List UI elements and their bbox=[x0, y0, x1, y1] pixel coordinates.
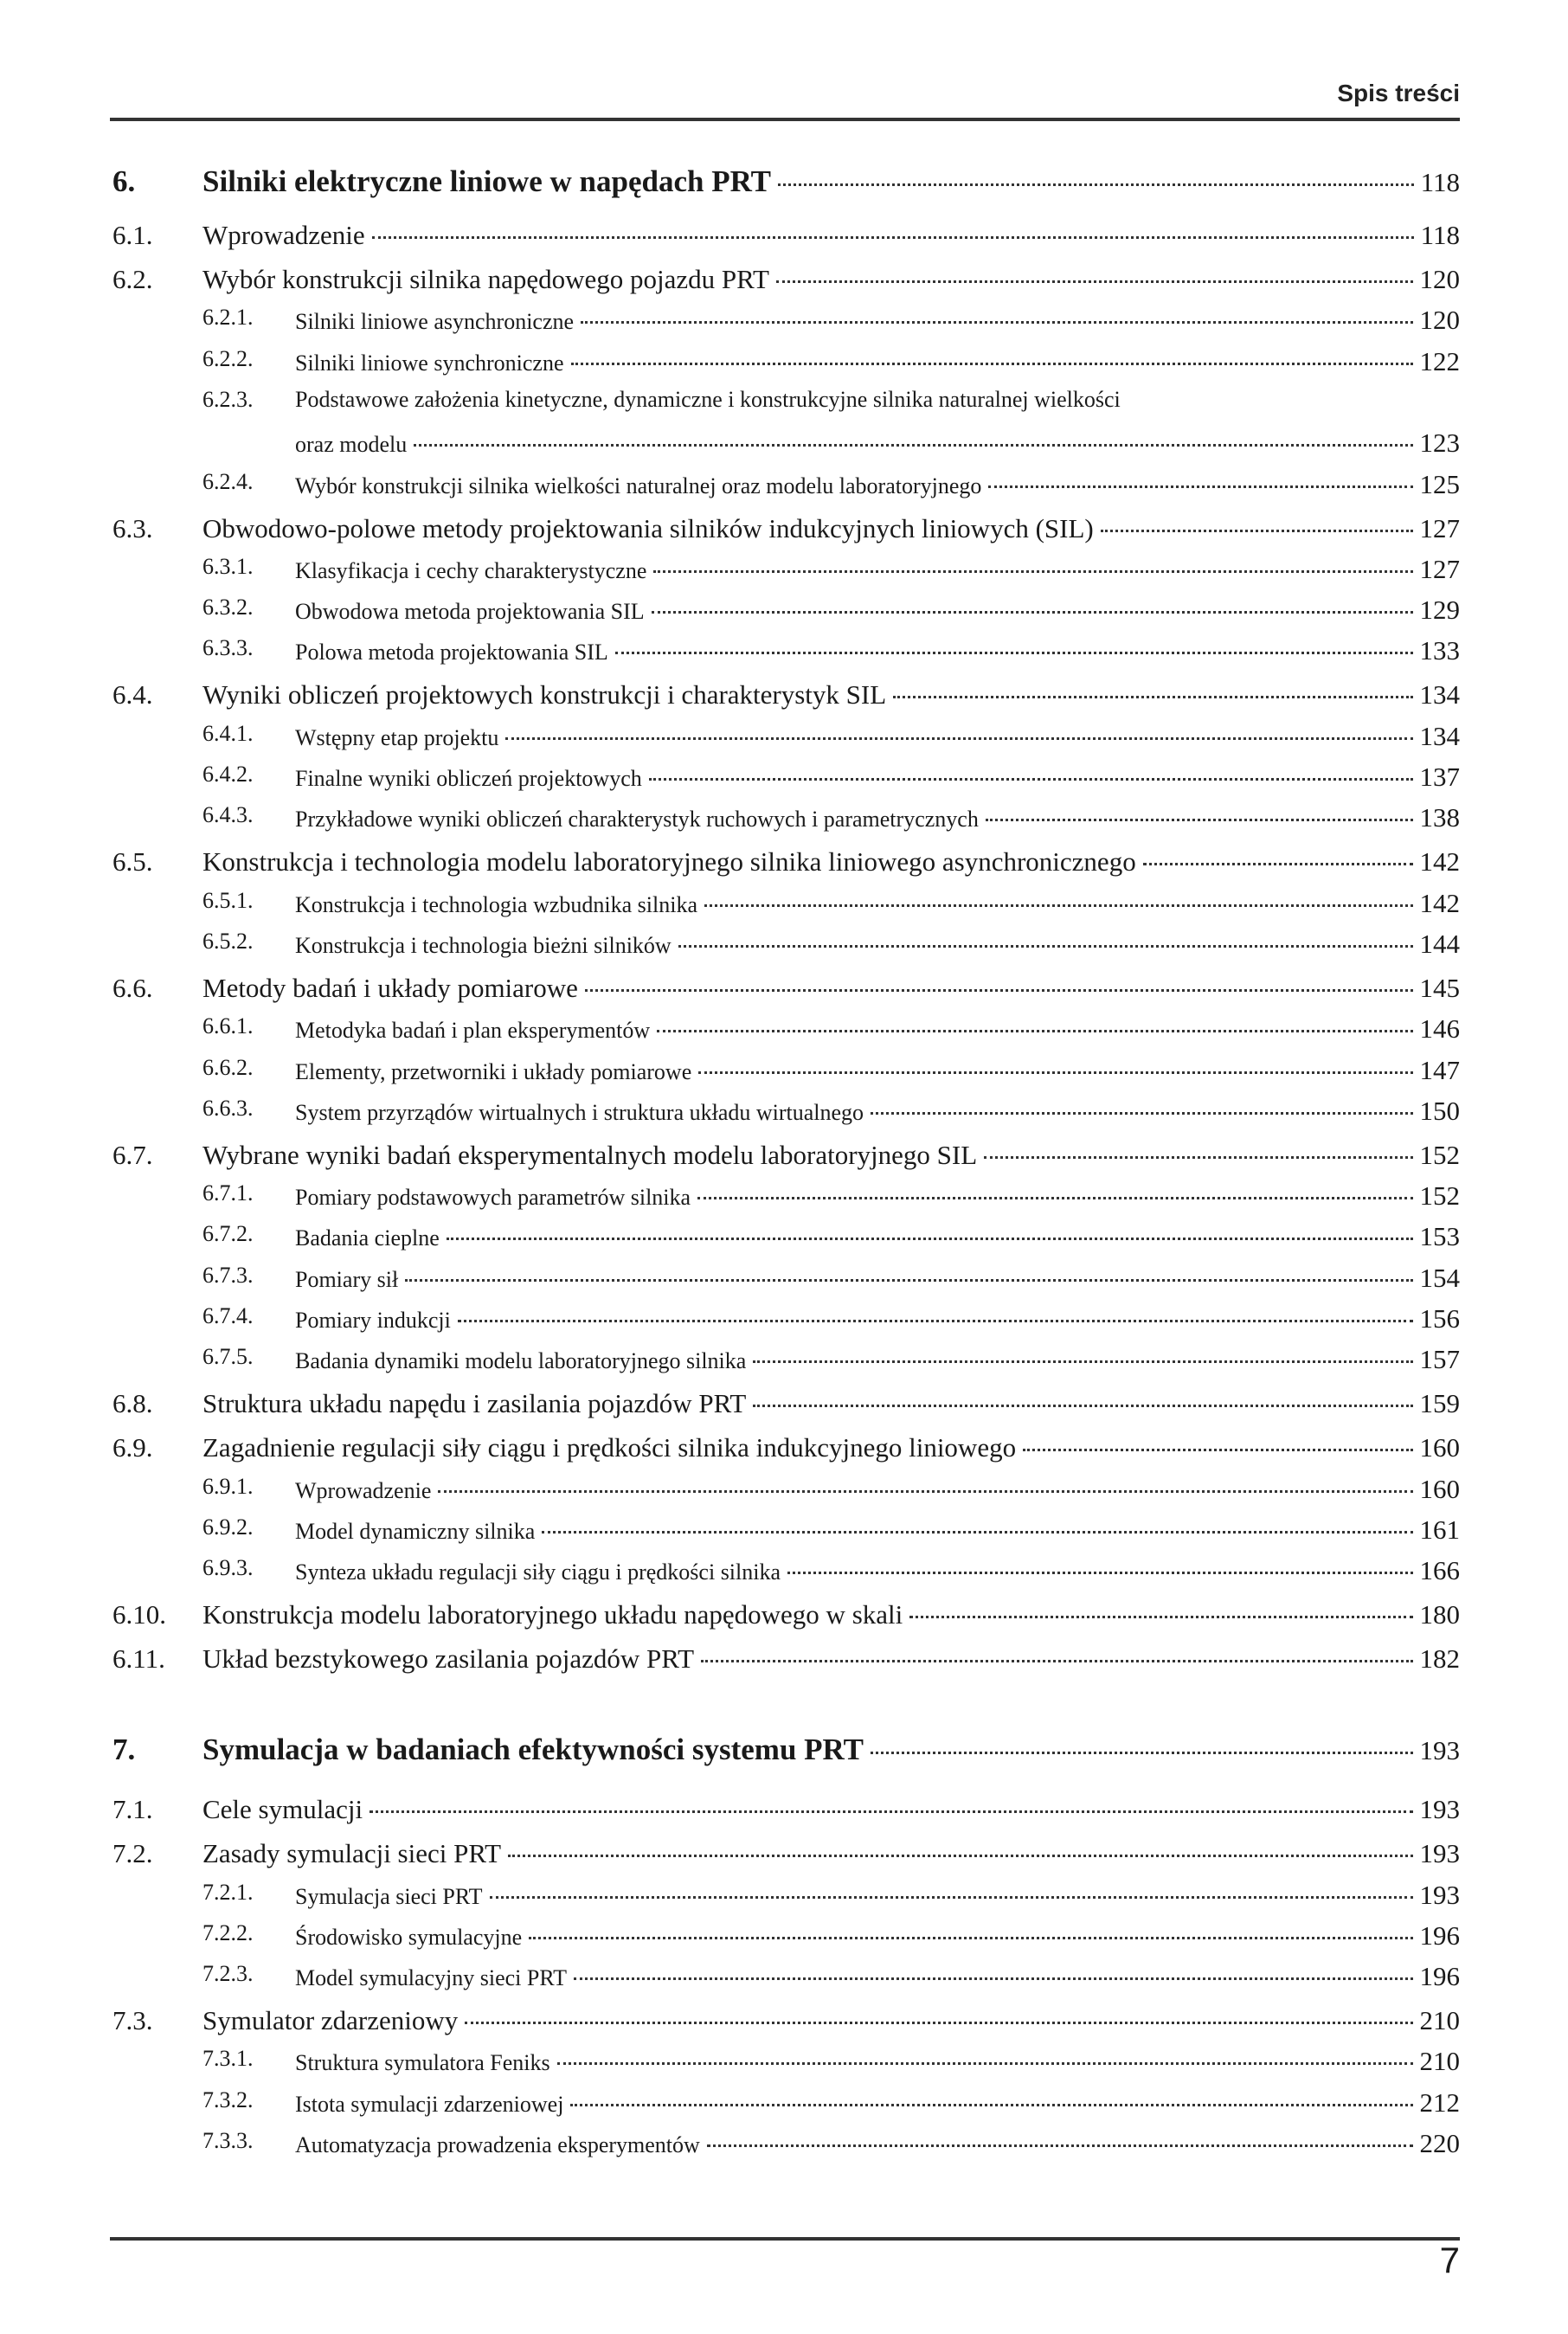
dot-leader bbox=[542, 1531, 1412, 1533]
entry-number: 6.3.3. bbox=[202, 635, 254, 661]
entry-title: Cele symulacji bbox=[202, 1794, 363, 1825]
dot-leader bbox=[787, 1572, 1412, 1574]
toc-entry[interactable] bbox=[112, 1221, 1460, 1252]
entry-page: 157 bbox=[1419, 1344, 1460, 1375]
entry-number: 6.11. bbox=[112, 1643, 165, 1675]
dot-leader bbox=[778, 183, 1414, 186]
entry-title: Badania dynamiki modelu laboratoryjnego silnika bbox=[295, 1348, 747, 1374]
entry-title: Wybór konstrukcji silnika napędowego pojazdu PRT bbox=[202, 264, 769, 294]
entry-number: 7.2.3. bbox=[202, 1961, 254, 1987]
toc-entry[interactable] bbox=[112, 513, 1460, 544]
dot-leader bbox=[678, 945, 1413, 948]
entry-title: Metodyka badań i plan eksperymentów bbox=[295, 1018, 651, 1044]
entry-page: 180 bbox=[1419, 1599, 1460, 1630]
page-number: 7 bbox=[1439, 2240, 1460, 2280]
entry-page: 129 bbox=[1419, 595, 1460, 626]
entry-title: Wybrane wyniki badań eksperymentalnych modelu laboratoryjnego SIL bbox=[202, 1139, 978, 1170]
entry-page: 161 bbox=[1419, 1514, 1460, 1545]
entry-page: 138 bbox=[1419, 802, 1460, 833]
entry-number: 6.5.1. bbox=[202, 887, 254, 913]
entry-number: 6.7.2. bbox=[202, 1221, 254, 1247]
entry-page: 193 bbox=[1419, 1794, 1460, 1825]
entry-title: Wyniki obliczeń projektowych konstrukcji i charakterystyk SIL bbox=[202, 679, 887, 710]
entry-page: 212 bbox=[1419, 2086, 1460, 2118]
toc-entry[interactable] bbox=[112, 1599, 1460, 1630]
toc-entry[interactable] bbox=[112, 973, 1460, 1004]
entry-title: Model dynamiczny silnika bbox=[295, 1518, 536, 1544]
entry-page: 120 bbox=[1419, 264, 1460, 294]
toc-entry[interactable] bbox=[112, 1140, 1460, 1171]
entry-number: 6.7. bbox=[112, 1139, 153, 1170]
dot-leader bbox=[447, 1238, 1413, 1240]
toc-entry[interactable] bbox=[112, 264, 1460, 295]
toc-entry[interactable] bbox=[112, 1344, 1460, 1375]
toc-entry[interactable] bbox=[112, 762, 1460, 793]
entry-title: Finalne wyniki obliczeń projektowych bbox=[295, 766, 642, 791]
entry-title: Metody badań i układy pomiarowe bbox=[202, 972, 578, 1003]
entry-number: 6.7.1. bbox=[202, 1180, 254, 1206]
entry-title: Polowa metoda projektowania SIL bbox=[295, 640, 608, 665]
footer-rule bbox=[110, 2237, 1460, 2241]
entry-page: 160 bbox=[1419, 1432, 1460, 1463]
entry-page: 142 bbox=[1419, 887, 1460, 918]
dot-leader bbox=[438, 1490, 1412, 1493]
toc-entry[interactable] bbox=[112, 305, 1460, 336]
entry-page: 146 bbox=[1419, 1013, 1460, 1045]
entry-page: 118 bbox=[1420, 167, 1460, 197]
dot-leader bbox=[698, 1071, 1412, 1074]
entry-number: 6. bbox=[112, 164, 136, 198]
entry-page: 120 bbox=[1419, 305, 1460, 336]
entry-title: Model symulacyjny sieci PRT bbox=[295, 1965, 568, 1991]
entry-title: Wprowadzenie bbox=[295, 1477, 432, 1503]
dot-leader bbox=[871, 1112, 1412, 1115]
entry-page: 196 bbox=[1419, 1961, 1460, 1992]
entry-page: 159 bbox=[1419, 1388, 1460, 1419]
dot-leader bbox=[570, 2104, 1412, 2106]
toc-entry[interactable] bbox=[112, 1514, 1460, 1546]
dot-leader bbox=[893, 696, 1412, 698]
entry-title: Przykładowe wyniki obliczeń charakterystyk ruchowych i parametrycznych bbox=[295, 807, 979, 833]
toc-entry[interactable] bbox=[112, 721, 1460, 752]
dot-leader bbox=[581, 321, 1412, 324]
entry-number: 6.3.2. bbox=[202, 595, 254, 620]
entry-page: 153 bbox=[1419, 1221, 1460, 1252]
entry-page: 127 bbox=[1419, 553, 1460, 584]
entry-title-continuation: oraz modelu bbox=[295, 432, 408, 458]
toc-entry[interactable] bbox=[112, 1838, 1460, 1869]
entry-number: 7.2.1. bbox=[202, 1879, 254, 1905]
toc-entry[interactable] bbox=[112, 929, 1460, 960]
entry-title: Środowisko symulacyjne bbox=[295, 1924, 523, 1950]
dot-leader bbox=[1023, 1449, 1412, 1451]
toc-entry[interactable] bbox=[112, 595, 1460, 626]
entry-title: Konstrukcja i technologia modelu laboratoryjnego silnika liniowego asynchronicznego bbox=[202, 846, 1136, 878]
dot-leader bbox=[508, 1855, 1412, 1857]
dot-leader bbox=[1101, 530, 1413, 532]
toc-entry[interactable] bbox=[112, 1432, 1460, 1463]
dot-leader bbox=[871, 1752, 1413, 1754]
entry-page: 154 bbox=[1419, 1262, 1460, 1293]
entry-title: Układ bezstykowego zasilania pojazdów PRT bbox=[202, 1643, 695, 1675]
entry-number: 6.2. bbox=[112, 264, 153, 294]
entry-number: 6.6. bbox=[112, 972, 153, 1003]
dot-leader bbox=[649, 778, 1413, 781]
entry-number: 6.2.2. bbox=[202, 345, 254, 371]
entry-title: Struktura układu napędu i zasilania pojazdów PRT bbox=[202, 1388, 747, 1419]
entry-page: 142 bbox=[1419, 846, 1460, 878]
entry-title: Zasady symulacji sieci PRT bbox=[202, 1838, 502, 1869]
toc-entry[interactable] bbox=[112, 2046, 1460, 2077]
entry-page: 193 bbox=[1419, 1838, 1460, 1869]
entry-page: 137 bbox=[1419, 762, 1460, 792]
toc-entry[interactable] bbox=[112, 846, 1460, 878]
dot-leader bbox=[615, 652, 1413, 654]
entry-page: 127 bbox=[1419, 512, 1460, 543]
entry-page: 133 bbox=[1419, 635, 1460, 666]
toc-entry-continuation[interactable] bbox=[112, 428, 1460, 459]
entry-page: 193 bbox=[1419, 1735, 1460, 1766]
dot-leader bbox=[414, 444, 1412, 447]
entry-number: 6.7.4. bbox=[202, 1303, 254, 1328]
entry-page: 156 bbox=[1419, 1303, 1460, 1334]
toc-entry[interactable] bbox=[112, 2005, 1460, 2036]
dot-leader bbox=[405, 1279, 1412, 1282]
entry-number: 7.3. bbox=[112, 2005, 153, 2036]
dot-leader bbox=[707, 2144, 1413, 2147]
entry-number: 7.2.2. bbox=[202, 1919, 254, 1945]
entry-number: 6.1. bbox=[112, 220, 153, 250]
entry-title: Konstrukcja i technologia wzbudnika silnika bbox=[295, 891, 698, 917]
entry-title: Silniki liniowe synchroniczne bbox=[295, 350, 564, 376]
entry-page: 196 bbox=[1419, 1919, 1460, 1951]
toc-entry[interactable] bbox=[112, 1961, 1460, 1992]
entry-number: 7.2. bbox=[112, 1838, 153, 1869]
entry-number: 6.9.1. bbox=[202, 1473, 254, 1499]
dot-leader bbox=[704, 904, 1412, 907]
entry-title: Pomiary podstawowych parametrów silnika bbox=[295, 1185, 691, 1211]
toc-entry[interactable] bbox=[112, 387, 1460, 413]
toc-entry[interactable] bbox=[112, 635, 1460, 666]
entry-title: Silniki liniowe asynchroniczne bbox=[295, 309, 575, 335]
dot-leader bbox=[984, 1156, 1412, 1159]
dot-leader bbox=[701, 1660, 1412, 1662]
entry-page: 193 bbox=[1419, 1879, 1460, 1910]
toc-chapter[interactable] bbox=[112, 1733, 1460, 1767]
entry-number: 7.3.2. bbox=[202, 2086, 254, 2112]
entry-page: 144 bbox=[1419, 928, 1460, 959]
toc-entry[interactable] bbox=[112, 802, 1460, 833]
entry-title: Wprowadzenie bbox=[202, 220, 365, 250]
dot-leader bbox=[465, 2022, 1412, 2024]
entry-title: Istota symulacji zdarzeniowej bbox=[295, 2091, 564, 2117]
entry-number: 6.4.2. bbox=[202, 762, 254, 787]
toc-chapter[interactable] bbox=[112, 164, 1460, 199]
entry-title: Silniki elektryczne liniowe w napędach PRT bbox=[202, 164, 771, 198]
entry-number: 6.6.3. bbox=[202, 1095, 254, 1121]
entry-number: 6.7.5. bbox=[202, 1344, 254, 1370]
toc-entry[interactable] bbox=[112, 1263, 1460, 1294]
dot-leader bbox=[370, 1810, 1412, 1813]
entry-number: 6.4. bbox=[112, 679, 153, 710]
dot-leader bbox=[574, 1977, 1412, 1980]
toc-entry[interactable] bbox=[112, 554, 1460, 585]
entry-number: 6.3. bbox=[112, 512, 153, 543]
entry-page: 145 bbox=[1419, 972, 1460, 1003]
entry-title: Zagadnienie regulacji siły ciągu i prędkości silnika indukcyjnego liniowego bbox=[202, 1432, 1017, 1463]
entry-number: 6.8. bbox=[112, 1388, 153, 1419]
entry-page: 220 bbox=[1419, 2128, 1460, 2158]
entry-title: Synteza układu regulacji siły ciągu i prędkości silnika bbox=[295, 1559, 781, 1585]
running-header: Spis treści bbox=[1337, 80, 1460, 106]
entry-page: 210 bbox=[1419, 2005, 1460, 2036]
dot-leader bbox=[657, 1030, 1412, 1032]
entry-number: 7. bbox=[112, 1733, 136, 1767]
toc-entry[interactable] bbox=[112, 2128, 1460, 2159]
entry-page: 123 bbox=[1419, 428, 1460, 459]
toc-entry[interactable] bbox=[112, 1474, 1460, 1505]
entry-title: Symulacja w badaniach efektywności systemu PRT bbox=[202, 1733, 864, 1767]
toc-entry[interactable] bbox=[112, 1055, 1460, 1086]
header-rule bbox=[110, 118, 1460, 121]
entry-number: 6.6.1. bbox=[202, 1013, 254, 1039]
toc-entry[interactable] bbox=[112, 346, 1460, 377]
toc-entry[interactable] bbox=[112, 888, 1460, 919]
toc-entry[interactable] bbox=[112, 1880, 1460, 1911]
entry-number: 6.10. bbox=[112, 1599, 166, 1630]
dot-leader bbox=[988, 485, 1412, 488]
entry-number: 7.3.1. bbox=[202, 2046, 254, 2072]
entry-title: Wstępny etap projektu bbox=[295, 724, 499, 750]
entry-title: Symulator zdarzeniowy bbox=[202, 2005, 459, 2036]
entry-title: Struktura symulatora Feniks bbox=[295, 2050, 550, 2076]
dot-leader bbox=[571, 363, 1413, 365]
dot-leader bbox=[652, 611, 1413, 614]
dot-leader bbox=[458, 1320, 1413, 1322]
entry-title: Konstrukcja i technologia bieżni silników bbox=[295, 932, 672, 958]
toc-entry[interactable] bbox=[112, 679, 1460, 710]
entry-number: 6.6.2. bbox=[202, 1054, 254, 1080]
entry-title: Badania cieplne bbox=[295, 1225, 440, 1251]
toc-entry[interactable] bbox=[112, 220, 1460, 251]
entry-number: 6.4.3. bbox=[202, 802, 254, 828]
entry-title: Obwodowa metoda projektowania SIL bbox=[295, 599, 645, 625]
entry-page: 134 bbox=[1419, 679, 1460, 710]
entry-title: Wybór konstrukcji silnika wielkości naturalnej oraz modelu laboratoryjnego bbox=[295, 473, 982, 498]
dot-leader bbox=[986, 819, 1413, 821]
toc-entry[interactable] bbox=[112, 469, 1460, 500]
entry-page: 210 bbox=[1419, 2046, 1460, 2077]
entry-page: 147 bbox=[1419, 1054, 1460, 1085]
toc-entry[interactable] bbox=[112, 1013, 1460, 1045]
entry-number: 6.9.3. bbox=[202, 1555, 254, 1581]
dot-leader bbox=[529, 1937, 1412, 1939]
entry-number: 6.3.1. bbox=[202, 553, 254, 579]
toc-entry[interactable] bbox=[112, 2087, 1460, 2119]
dot-leader bbox=[753, 1360, 1412, 1363]
entry-number: 6.2.3. bbox=[202, 386, 254, 412]
dot-leader bbox=[776, 280, 1413, 283]
entry-page: 118 bbox=[1420, 220, 1460, 250]
toc-entry[interactable] bbox=[112, 1388, 1460, 1419]
dot-leader bbox=[1143, 863, 1413, 865]
entry-page: 150 bbox=[1419, 1095, 1460, 1126]
entry-number: 6.7.3. bbox=[202, 1262, 254, 1288]
entry-page: 125 bbox=[1419, 468, 1460, 499]
entry-page: 152 bbox=[1419, 1180, 1460, 1212]
entry-number: 6.2.1. bbox=[202, 305, 254, 331]
entry-page: 166 bbox=[1419, 1555, 1460, 1586]
dot-leader bbox=[653, 570, 1412, 573]
dot-leader bbox=[697, 1197, 1412, 1199]
entry-number: 6.2.4. bbox=[202, 468, 254, 494]
dot-leader bbox=[585, 989, 1413, 992]
entry-title: Konstrukcja modelu laboratoryjnego układu napędowego w skali bbox=[202, 1599, 903, 1630]
entry-title: Obwodowo-polowe metody projektowania silników indukcyjnych liniowych (SIL) bbox=[202, 512, 1094, 543]
entry-title: Pomiary sił bbox=[295, 1266, 399, 1292]
entry-title: Automatyzacja prowadzenia eksperymentów bbox=[295, 2132, 700, 2157]
entry-title: System przyrządów wirtualnych i struktura układu wirtualnego bbox=[295, 1099, 864, 1125]
entry-number: 6.9.2. bbox=[202, 1514, 254, 1540]
dot-leader bbox=[505, 737, 1412, 740]
entry-number: 7.3.3. bbox=[202, 2128, 254, 2153]
dot-leader bbox=[490, 1896, 1413, 1899]
entry-number: 6.5.2. bbox=[202, 928, 254, 954]
dot-leader bbox=[372, 236, 1414, 239]
entry-number: 6.5. bbox=[112, 846, 153, 878]
entry-title: Podstawowe założenia kinetyczne, dynamiczne i konstrukcyjne silnika naturalnej wielkości bbox=[295, 386, 1121, 412]
entry-number: 6.4.1. bbox=[202, 720, 254, 746]
toc-entry[interactable] bbox=[112, 1643, 1460, 1675]
toc-entry[interactable] bbox=[112, 1180, 1460, 1212]
entry-page: 134 bbox=[1419, 720, 1460, 751]
entry-title: Pomiary indukcji bbox=[295, 1308, 451, 1333]
toc-entry[interactable] bbox=[112, 1555, 1460, 1586]
entry-title: Elementy, przetworniki i układy pomiarowe bbox=[295, 1058, 692, 1084]
toc-entry[interactable] bbox=[112, 1303, 1460, 1334]
entry-page: 122 bbox=[1419, 345, 1460, 376]
entry-title: Symulacja sieci PRT bbox=[295, 1883, 483, 1909]
dot-leader bbox=[909, 1616, 1412, 1618]
toc-entry[interactable] bbox=[112, 1794, 1460, 1825]
entry-number: 6.9. bbox=[112, 1432, 153, 1463]
entry-number: 7.1. bbox=[112, 1794, 153, 1825]
toc-entry[interactable] bbox=[112, 1096, 1460, 1127]
dot-leader bbox=[753, 1405, 1412, 1407]
entry-page: 182 bbox=[1419, 1643, 1460, 1675]
entry-title: Klasyfikacja i cechy charakterystyczne bbox=[295, 557, 647, 583]
toc-entry[interactable] bbox=[112, 1920, 1460, 1951]
entry-page: 152 bbox=[1419, 1139, 1460, 1170]
entry-page: 160 bbox=[1419, 1473, 1460, 1504]
dot-leader bbox=[557, 2062, 1413, 2065]
